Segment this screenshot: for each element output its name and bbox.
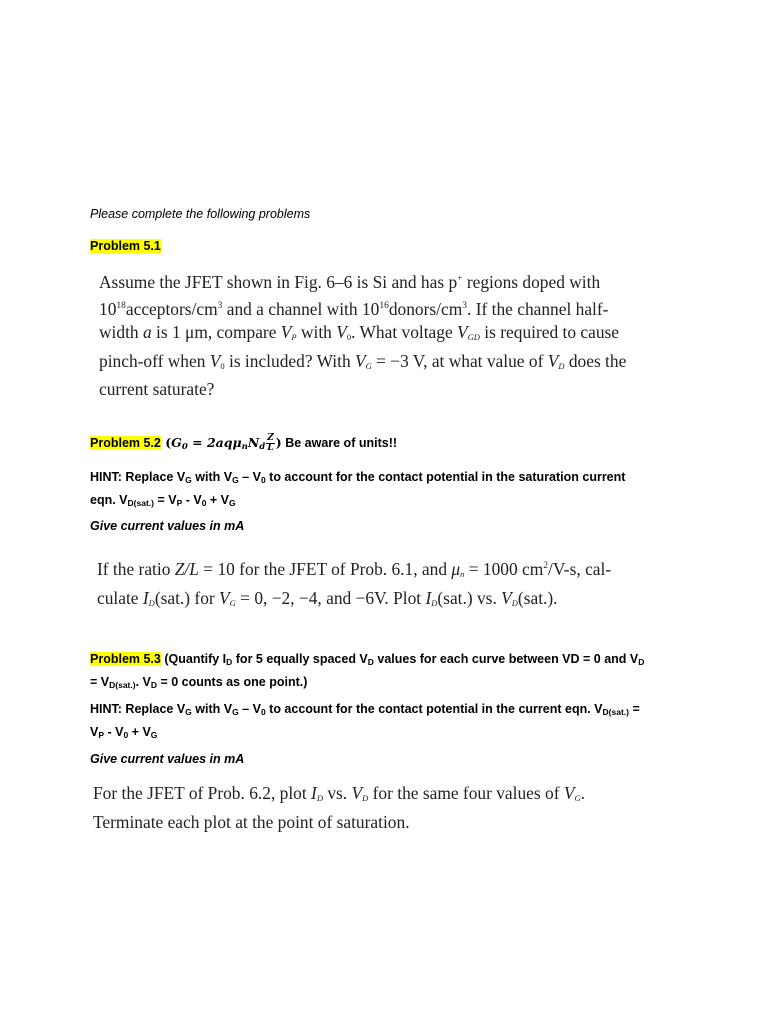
- problem-5-2-units-note: Give current values in mA: [90, 519, 245, 533]
- text-line: culate $I_D(sat.)$ for $V_G = 0$, −2, −4, and −6V. Plot $I_D(sat.)$ vs. $V_D(sat.)$.: [97, 587, 558, 608]
- problem-5-1-title: Problem 5.1: [90, 239, 161, 253]
- problem-5-2-header: [90, 434, 397, 453]
- units-warning: Be aware of units!!: [281, 436, 398, 450]
- text-line: Terminate each plot at the point of saturation.: [93, 811, 410, 832]
- hint-line: $V_P - V_0 + V_G$: [90, 725, 158, 740]
- problem-5-3-header: [90, 649, 644, 695]
- text-line: If the ratio Z/L = 10 for the JFET of Prob. 6.1, and $\mu_n = 1000$ $cm^2/V-s$, cal-: [97, 559, 612, 579]
- text-line: pinch-off when $V_0$ is included? With $V_G = -3$ V, at what value of $V_D$ does the: [99, 350, 627, 371]
- problem-5-2-title: Problem 5.2: [90, 436, 161, 450]
- hint-line: HINT: Replace $V_G$ with $V_G - V_0$ to account for the contact potential in the saturation current: [90, 470, 626, 485]
- problem-5-2-hint: [90, 467, 625, 513]
- header-line: = $V_{D(sat.)}$. $V_D = 0$ counts as one point.): [90, 675, 308, 690]
- problem-5-3-hint: [90, 699, 640, 745]
- text-line: For the JFET of Prob. 6.2, plot $I_D$ vs. $V_D$ for the same four values of $V_G$.: [93, 783, 585, 803]
- problem-5-1-header: [90, 239, 161, 253]
- header-line: Problem 5.3 (Quantify $I_D$ for 5 equally spaced $V_D$ values for each curve between VD = 0 and $V_D$: [90, 652, 645, 667]
- text-line: width a is 1 μm, compare $V_P$ with $V_0$. What voltage $V_{GD}$ is required to cause: [99, 322, 620, 343]
- text-line: $10^{18}acceptors/cm^3$ and a channel with $10^{16}donors/cm^3$. If the channel half-: [99, 298, 609, 319]
- problem-5-2-text: [97, 555, 611, 615]
- hint-line: HINT: Replace $V_G$ with $V_G - V_0$ to account for the contact potential in the current eqn. $V_{D(sat.)}$ =: [90, 702, 640, 717]
- intro-text: Please complete the following problems: [90, 207, 311, 221]
- z-over-l-fraction: $\frac{Z}{L}$: [267, 433, 274, 453]
- problem-5-3-units-note: Give current values in mA: [90, 752, 245, 766]
- hint-line: eqn. $V_{D(sat.)} = V_P - V_0 + V_G$: [90, 493, 236, 508]
- problem-5-1-text: [99, 268, 626, 402]
- problem-5-3-text: [93, 782, 585, 834]
- conductance-formula: ($G_0 = 2aq\mu_nN_d$ $\frac{Z}{L}$ ): [160, 433, 282, 453]
- problem-5-3-title: Problem 5.3: [90, 652, 161, 666]
- text-line: current saturate?: [99, 379, 215, 400]
- text-line: Assume the JFET shown in Fig. 6–6 is Si and has p+ regions doped with: [99, 272, 601, 292]
